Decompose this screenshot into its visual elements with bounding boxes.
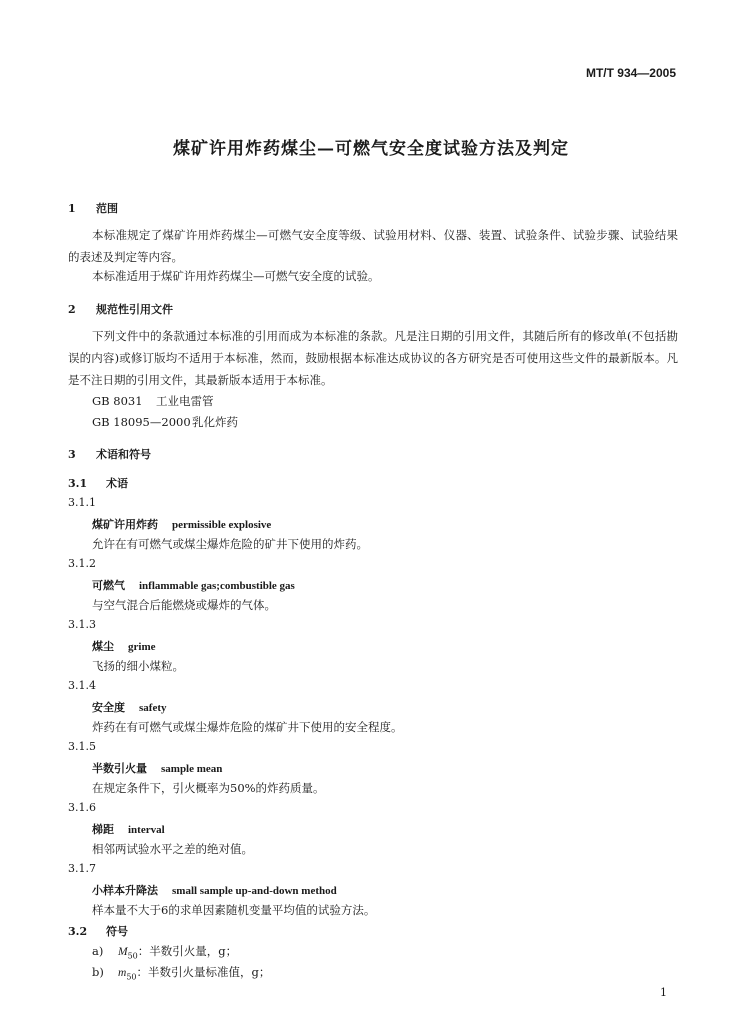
section-2-paragraph-1: 下列文件中的条款通过本标准的引用而成为本标准的条款。凡是注日期的引用文件，其随后所有的修改单(不包括勘误的内容)或修订版均不适用于本标准，然而，鼓励根据本标准达成协议的各方研究是否可使用这些文件的最新版本。凡是不注日期的引用文件，其最新版本适用于本标准。 [68, 329, 678, 387]
term-zh: 安全度 [92, 701, 125, 714]
term-zh: 半数引火量 [92, 762, 147, 775]
term-number: 3.1.5 [68, 740, 96, 753]
term-zh: 煤矿许用炸药 [92, 518, 158, 531]
section-1-paragraph-2: 本标准适用于煤矿许用炸药煤尘—可燃气安全度的试验。 [92, 269, 380, 283]
subsection-number: 3.2 [68, 925, 88, 938]
standard-number: MT/T 934—2005 [585, 66, 676, 80]
section-2-heading [68, 301, 173, 317]
section-title: 范围 [96, 202, 118, 215]
term-en: interval [128, 824, 165, 836]
section-number: 3 [68, 448, 76, 461]
subsection-3-1-heading [68, 475, 128, 491]
term-zh: 可燃气 [92, 579, 125, 592]
term-entry [92, 699, 167, 715]
term-definition: 相邻两试验水平之差的绝对值。 [92, 842, 253, 856]
reference-item [92, 414, 238, 430]
term-zh: 梯距 [92, 823, 114, 836]
term-definition: 允许在有可燃气或煤尘爆炸危险的矿井下使用的炸药。 [92, 537, 368, 551]
section-title: 规范性引用文件 [96, 303, 173, 316]
subsection-title: 符号 [106, 925, 128, 938]
symbol-description: ：半数引火量标准值，g； [136, 965, 271, 979]
term-number: 3.1.3 [68, 618, 96, 631]
term-number: 3.1.6 [68, 801, 96, 814]
term-number: 3.1.4 [68, 679, 96, 692]
term-number: 3.1.2 [68, 557, 96, 570]
symbol-subscript: 50 [126, 972, 137, 982]
term-en: safety [139, 702, 167, 714]
term-zh: 煤尘 [92, 640, 114, 653]
term-definition: 与空气混合后能燃烧或爆炸的气体。 [92, 598, 276, 612]
symbol-letter: m [118, 967, 127, 979]
term-en: small sample up-and-down method [172, 885, 337, 897]
reference-code: GB 18095—2000 [92, 415, 191, 429]
symbol-letter: M [118, 946, 128, 958]
section-number: 2 [68, 303, 76, 316]
symbol-item [92, 943, 237, 960]
subsection-3-2-heading [68, 923, 128, 939]
term-en: sample mean [161, 763, 223, 775]
term-zh: 小样本升降法 [92, 884, 158, 897]
reference-code: GB 8031 [92, 394, 143, 408]
subsection-title: 术语 [106, 477, 128, 490]
term-definition: 炸药在有可燃气或煤尘爆炸危险的煤矿井下使用的安全程度。 [92, 720, 403, 734]
term-en: grime [128, 641, 156, 653]
symbol-subscript: 50 [127, 951, 138, 961]
reference-item [92, 393, 214, 409]
term-entry [92, 638, 155, 654]
section-1-heading [68, 200, 118, 216]
term-definition: 飞扬的细小煤粒。 [92, 659, 184, 673]
term-number: 3.1.1 [68, 496, 96, 509]
subsection-number: 3.1 [68, 477, 88, 490]
term-number: 3.1.7 [68, 862, 96, 875]
section-title: 术语和符号 [96, 448, 151, 461]
document-title: 煤矿许用炸药煤尘—可燃气安全度试验方法及判定 [173, 139, 569, 159]
symbol-label: b) [92, 965, 104, 979]
section-1-paragraph-1: 本标准规定了煤矿许用炸药煤尘—可燃气安全度等级、试验用材料、仪器、装置、试验条件、试验步骤、试验结果的表述及判定等内容。 [68, 228, 678, 264]
term-en: permissible explosive [172, 519, 272, 531]
term-entry [92, 516, 271, 532]
symbol-label: a) [92, 944, 104, 958]
term-entry [92, 760, 222, 776]
term-entry [92, 821, 165, 837]
symbol-item [92, 964, 270, 981]
reference-title: 乳化炸药 [192, 415, 238, 429]
reference-title: 工业电雷管 [156, 394, 214, 408]
section-number: 1 [68, 202, 76, 215]
page-number: 1 [660, 986, 667, 999]
section-3-heading [68, 446, 151, 462]
term-definition: 样本量不大于6的求单因素随机变量平均值的试验方法。 [92, 903, 376, 917]
term-definition: 在规定条件下，引火概率为50%的炸药质量。 [92, 781, 325, 795]
term-entry [92, 577, 295, 593]
symbol-description: ：半数引火量，g； [137, 944, 238, 958]
term-en: inflammable gas;combustible gas [139, 580, 295, 592]
term-entry [92, 882, 337, 898]
